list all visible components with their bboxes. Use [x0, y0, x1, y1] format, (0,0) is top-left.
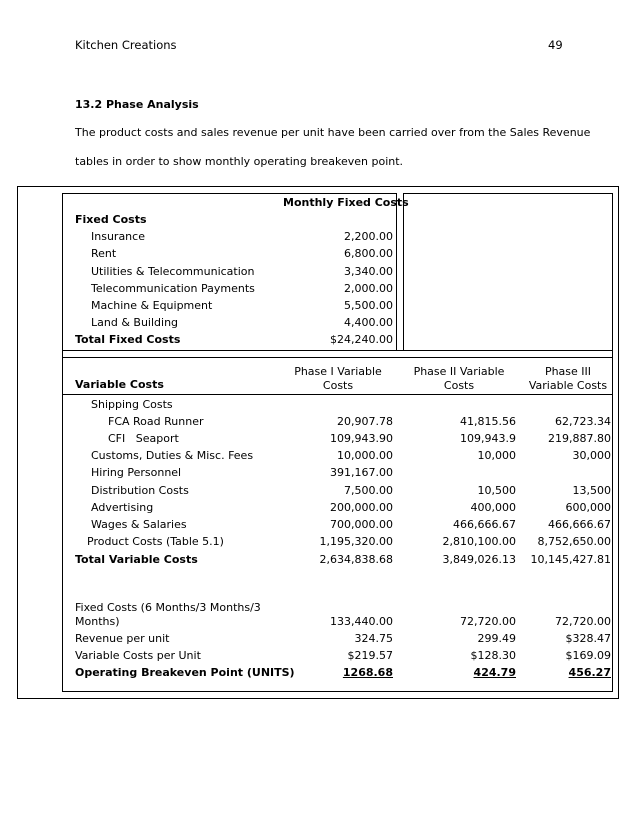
- fixed-cost-value: 5,500.00: [344, 299, 393, 312]
- variable-cost-label: Shipping Costs: [91, 398, 173, 411]
- phase3-header-line1: Phase III: [544, 365, 592, 378]
- phase3-value: 30,000: [572, 449, 611, 462]
- breakeven-row-label: Revenue per unit: [75, 632, 170, 645]
- fixed-cost-value: 3,340.00: [344, 265, 393, 278]
- variable-cost-label: Customs, Duties & Misc. Fees: [91, 449, 254, 462]
- variable-cost-label: Advertising: [91, 501, 154, 514]
- breakeven-row-label: Variable Costs per Unit: [75, 649, 201, 662]
- phase1-value: 700,000.00: [330, 518, 393, 531]
- phase3-value: $169.09: [565, 649, 611, 662]
- phase2-value: 2,810,100.00: [442, 535, 516, 548]
- phase1-breakeven: 1268.68: [342, 666, 393, 679]
- phase3-total: 10,145,427.81: [530, 553, 611, 566]
- fixed-cost-value: 4,400.00: [344, 316, 393, 329]
- phase2-value: 299.49: [477, 632, 516, 645]
- phase1-value: 200,000.00: [330, 501, 393, 514]
- fixed-cost-label: Telecommunication Payments: [91, 282, 255, 295]
- running-header-title: Kitchen Creations: [75, 38, 177, 52]
- fixed-cost-label: Land & Building: [91, 316, 179, 329]
- phase2-value: 109,943.9: [460, 432, 516, 445]
- phase3-value: 13,500: [572, 484, 611, 497]
- breakeven-point-label: Operating Breakeven Point (UNITS): [75, 666, 295, 679]
- variable-costs-label: Variable Costs: [75, 378, 164, 391]
- phase2-value: 400,000: [470, 501, 516, 514]
- phase3-header-line2: Variable Costs: [528, 379, 608, 392]
- phase3-breakeven: 456.27: [568, 666, 611, 679]
- phase3-value: $328.47: [565, 632, 611, 645]
- phase3-value: 62,723.34: [555, 415, 611, 428]
- breakeven-row-label-cont: Months): [75, 615, 120, 628]
- phase1-total: 2,634,838.68: [319, 553, 393, 566]
- phase2-header-line1: Phase II Variable: [413, 365, 505, 378]
- phase2-total: 3,849,026.13: [442, 553, 516, 566]
- fixed-cost-label: Rent: [91, 247, 117, 260]
- breakeven-row-label: Fixed Costs (6 Months/3 Months/3: [75, 601, 261, 614]
- total-fixed-costs-label: Total Fixed Costs: [75, 333, 181, 346]
- phase3-value: 600,000: [565, 501, 611, 514]
- phase1-header-line1: Phase I Variable: [294, 365, 382, 378]
- phase2-breakeven: 424.79: [473, 666, 516, 679]
- total-variable-costs-label: Total Variable Costs: [75, 553, 198, 566]
- phase1-value: 1,195,320.00: [319, 535, 393, 548]
- page-number: 49: [548, 38, 563, 52]
- phase2-header-line2: Costs: [443, 379, 475, 392]
- fixed-costs-label: Fixed Costs: [75, 213, 147, 226]
- body-paragraph-line-2: tables in order to show monthly operating breakeven point.: [75, 155, 404, 168]
- phase1-value: 7,500.00: [344, 484, 393, 497]
- fixed-costs-header: Monthly Fixed Costs: [283, 196, 409, 209]
- phase3-value: 219,887.80: [548, 432, 611, 445]
- section-title: 13.2 Phase Analysis: [75, 98, 199, 111]
- phase1-value: 133,440.00: [330, 615, 393, 628]
- phase1-value: 324.75: [354, 632, 393, 645]
- phase2-value: $128.30: [470, 649, 516, 662]
- phase2-value: 41,815.56: [460, 415, 516, 428]
- phase3-value: 466,666.67: [548, 518, 611, 531]
- phase3-value: 8,752,650.00: [537, 535, 611, 548]
- variable-cost-label: Hiring Personnel: [91, 466, 182, 479]
- phase2-value: 10,500: [477, 484, 516, 497]
- fixed-cost-value: 6,800.00: [344, 247, 393, 260]
- phase2-value: 10,000: [477, 449, 516, 462]
- phase1-header-line2: Costs: [322, 379, 354, 392]
- total-fixed-costs-value: $24,240.00: [330, 333, 393, 346]
- fixed-cost-label: Machine & Equipment: [91, 299, 213, 312]
- phase1-value: 10,000.00: [337, 449, 393, 462]
- phase1-value: $219.57: [347, 649, 393, 662]
- fixed-cost-label: Insurance: [91, 230, 145, 243]
- phase1-value: 391,167.00: [330, 466, 393, 479]
- phase1-value: 109,943.90: [330, 432, 393, 445]
- body-paragraph-line-1: The product costs and sales revenue per unit have been carried over from the Sales Revenue: [75, 126, 591, 139]
- variable-cost-label: Distribution Costs: [91, 484, 189, 497]
- fixed-cost-value: 2,000.00: [344, 282, 393, 295]
- fixed-cost-label: Utilities & Telecommunication: [91, 265, 255, 278]
- phase2-value: 72,720.00: [460, 615, 516, 628]
- phase3-value: 72,720.00: [555, 615, 611, 628]
- fixed-cost-value: 2,200.00: [344, 230, 393, 243]
- variable-cost-label: CFI Seaport: [108, 432, 179, 445]
- phase1-value: 20,907.78: [337, 415, 393, 428]
- phase2-value: 466,666.67: [453, 518, 516, 531]
- variable-cost-label: Product Costs (Table 5.1): [87, 535, 224, 548]
- variable-cost-label: FCA Road Runner: [108, 415, 204, 428]
- variable-cost-label: Wages & Salaries: [91, 518, 187, 531]
